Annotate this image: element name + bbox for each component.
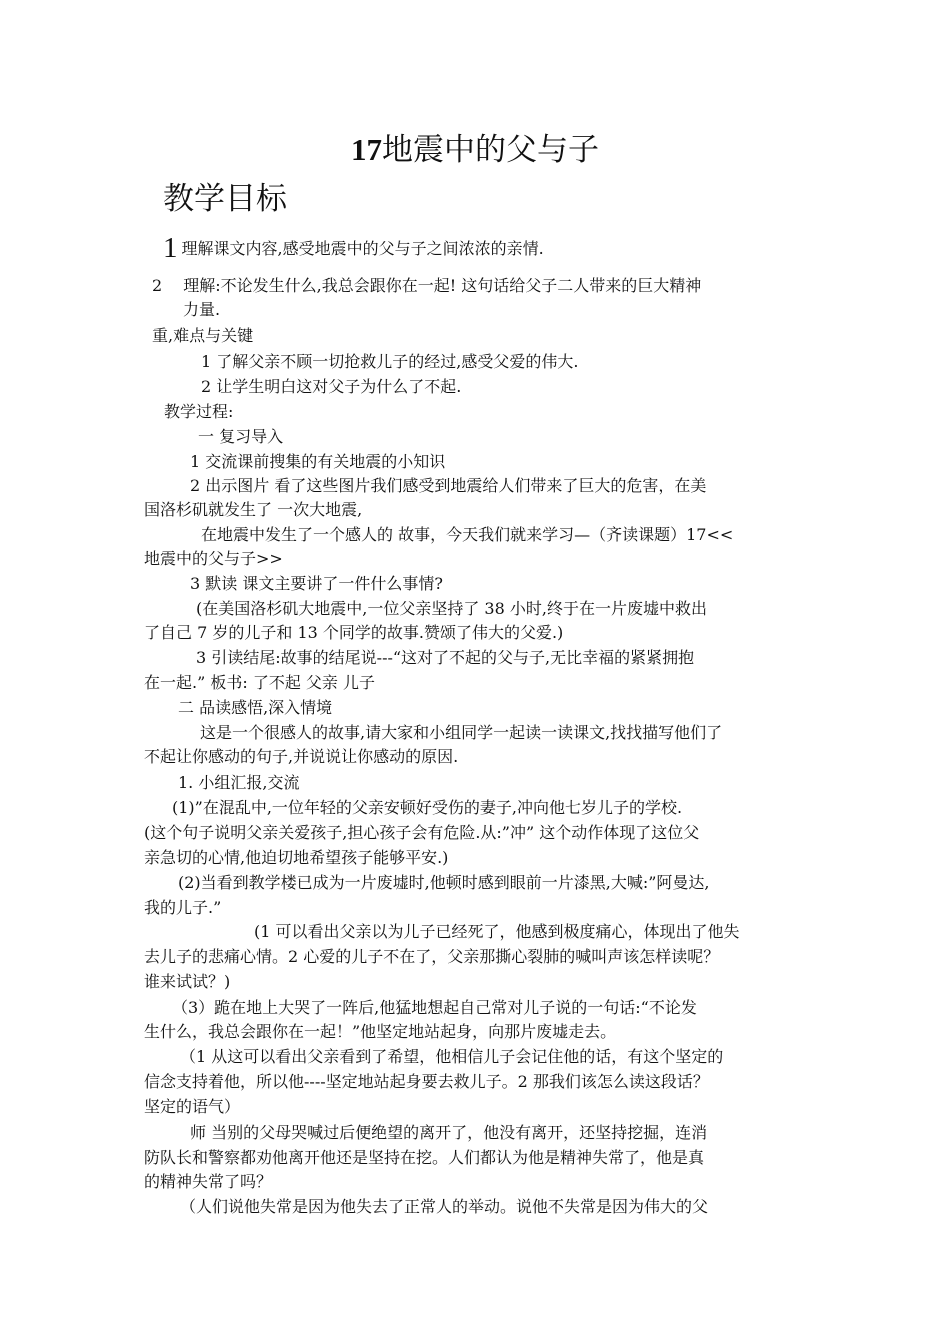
section-2-heading: 二 品读感悟,深入情境 bbox=[178, 698, 333, 717]
heading-goals: 教学目标 bbox=[163, 181, 287, 217]
teacher-question: 师 当别的父母哭喊过后便绝望的离开了，他没有离开，还坚持挖掘，连消 bbox=[190, 1123, 708, 1142]
paragraph-3-cont: 生什么，我总会跟你在一起！”他坚定地站起身，向那片废墟走去。 bbox=[144, 1022, 617, 1041]
section-1-item-2: 2 出示图片 看了这些图片我们感受到地震给人们带来了巨大的危害，在美 bbox=[190, 476, 707, 495]
paragraph-3-note: （1 从这可以看出父亲看到了希望，他相信儿子会记住他的话，有这个坚定的 bbox=[180, 1047, 724, 1066]
goal-1 bbox=[163, 232, 835, 264]
key-point-1: 1 了解父亲不顾一切抢救儿子的经过,感受父爱的伟大. bbox=[201, 352, 579, 371]
teacher-question-cont: 的精神失常了吗？ bbox=[144, 1172, 273, 1191]
paragraph-1-note-cont: 亲急切的心情,他迫切地希望孩子能够平安.) bbox=[144, 848, 449, 867]
title-text: 地震中的父与子 bbox=[382, 132, 599, 168]
key-point-2: 2 让学生明白这对父子为什么了不起. bbox=[201, 377, 462, 396]
paragraph-2-note: (1 可以看出父亲以为儿子已经死了，他感到极度痛心，体现出了他失 bbox=[254, 922, 740, 941]
paragraph-3: （3）跪在地上大哭了一阵后,他猛地想起自己常对儿子说的一句话:“不论发 bbox=[172, 998, 697, 1017]
key-heading: 重,难点与关键 bbox=[152, 326, 254, 345]
goal-2-cont: 力量. bbox=[183, 300, 221, 319]
section-1-item-3-answer: (在美国洛杉矶大地震中,一位父亲坚持了 38 小时,终于在一片废墟中救出 bbox=[196, 599, 707, 618]
page-title bbox=[0, 130, 950, 170]
paragraph-1-note: (这个句子说明父亲关爱孩子,担心孩子会有危险.从:”冲” 这个动作体现了这位父 bbox=[144, 823, 700, 842]
paragraph-2-note-cont: 去儿子的悲痛心情。2 心爱的儿子不在了，父亲那撕心裂肺的喊叫声该怎样读呢？ bbox=[144, 947, 720, 966]
section-1-item-4: 3 引读结尾:故事的结尾说---“这对了不起的父与子,无比幸福的紧紧拥抱 bbox=[196, 648, 695, 667]
section-2-item-1: 1. 小组汇报,交流 bbox=[178, 773, 300, 792]
goal-2: 2 理解:不论发生什么,我总会跟你在一起! 这句话给父子二人带来的巨大精神 bbox=[152, 276, 702, 295]
paragraph-2-note-cont: 谁来试试？) bbox=[144, 972, 231, 991]
teacher-answer: （人们说他失常是因为他失去了正常人的举动。说他不失常是因为伟大的父 bbox=[180, 1197, 709, 1216]
section-1-item-3: 3 默读 课文主要讲了一件什么事情? bbox=[190, 574, 443, 593]
title-number: 17 bbox=[351, 132, 382, 167]
paragraph-3-note-cont: 坚定的语气） bbox=[144, 1097, 241, 1116]
goal-1-text: 理解课文内容,感受地震中的父与子之间浓浓的亲情. bbox=[181, 239, 544, 258]
paragraph-2: (2)当看到教学楼已成为一片废墟时,他顿时感到眼前一片漆黑,大喊:”阿曼达, bbox=[178, 873, 710, 892]
section-1-item-4-cont: 在一起.” 板书: 了不起 父亲 儿子 bbox=[144, 673, 376, 692]
section-1-item-2-cont: 国洛杉矶就发生了 一次大地震, bbox=[144, 500, 363, 519]
section-1-heading: 一 复习导入 bbox=[198, 427, 284, 446]
section-2-intro: 这是一个很感人的故事,请大家和小组同学一起读一读课文,找找描写他们了 bbox=[200, 723, 723, 742]
paragraph-2-cont: 我的儿子.” bbox=[144, 898, 222, 917]
section-1-item-2-cont: 在地震中发生了一个感人的 故事，今天我们就来学习—（齐读课题）17<< bbox=[201, 525, 734, 544]
section-1-item-3-answer-cont: 了自己 7 岁的儿子和 13 个同学的故事.赞颂了伟大的父爱.) bbox=[144, 623, 564, 642]
process-heading: 教学过程: bbox=[164, 402, 234, 421]
section-1-item-1: 1 交流课前搜集的有关地震的小知识 bbox=[190, 452, 446, 471]
section-1-item-2-cont: 地震中的父与子>> bbox=[144, 549, 283, 568]
goal-1-number: 1 bbox=[163, 232, 178, 264]
paragraph-1: (1)”在混乱中,一位年轻的父亲安顿好受伤的妻子,冲向他七岁儿子的学校. bbox=[172, 798, 683, 817]
paragraph-3-note-cont: 信念支持着他，所以他----坚定地站起身要去救儿子。2 那我们该怎么读这段话？ bbox=[144, 1072, 709, 1091]
section-2-intro-cont: 不起让你感动的句子,并说说让你感动的原因. bbox=[144, 747, 459, 766]
teacher-question-cont: 防队长和警察都劝他离开他还是坚持在挖。人们都认为他是精神失常了，他是真 bbox=[144, 1148, 705, 1167]
